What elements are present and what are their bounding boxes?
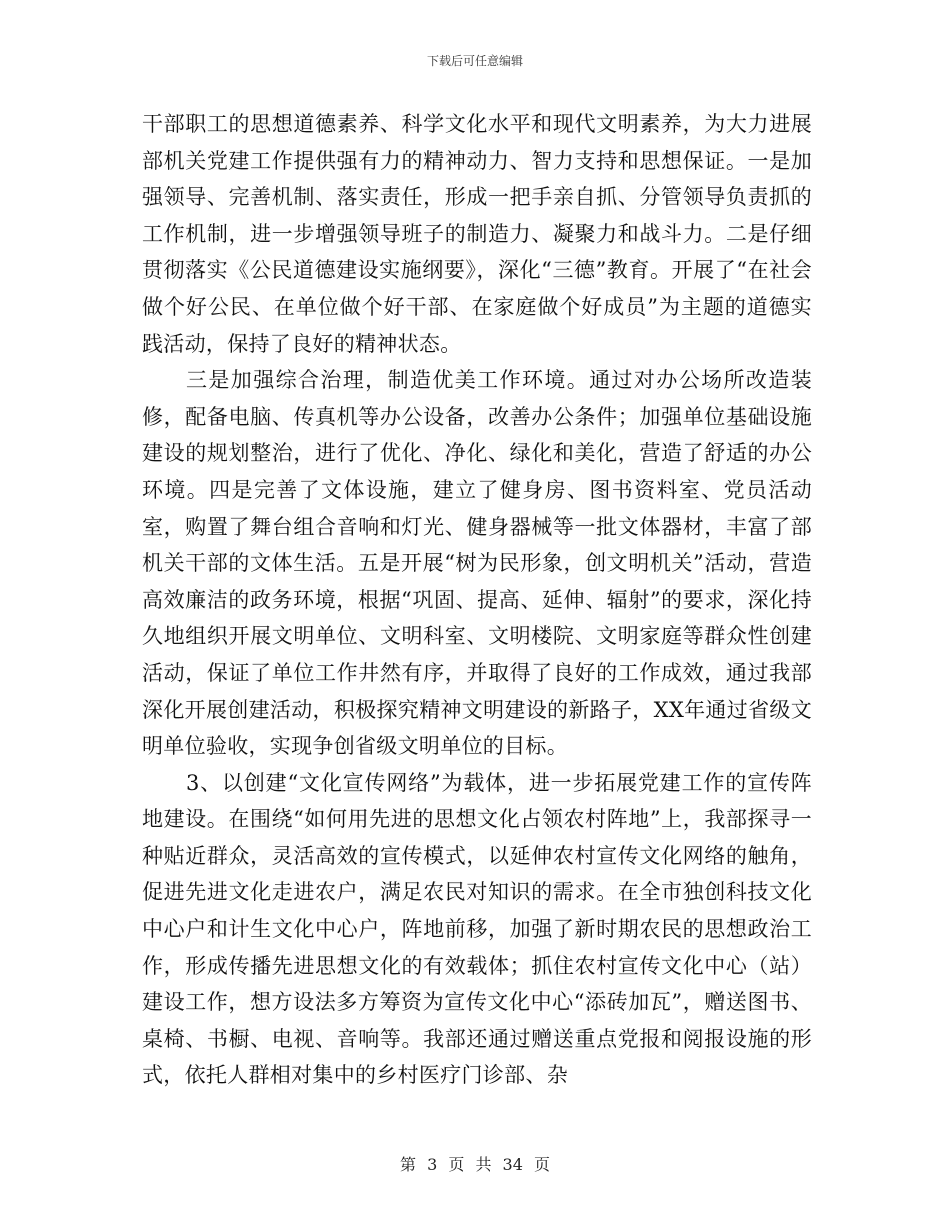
page-header: 下载后可任意编辑: [426, 54, 523, 68]
paragraph-2: 三是加强综合治理，制造优美工作环境。通过对办公场所改造装修，配备电脑、传真机等办公设备，改善办公条件；加强单位基础设施建设的规划整治，进行了优化、净化、绿化和美化，营造了舒适的办公环境。四是完善了文体设施，建立了健身房、图书资料室、党员活动室，购置了舞台组合音响和灯光、健身器械等一批文体器材，丰富了部机关干部的文体生活。五是开展“树为民形象，创文明机关”活动，营造高效廉洁的政务环境，根据“巩固、提高、延伸、辐射”的要求，深化持久地组织开展文明单位、文明科室、文明楼院、文明家庭等群众性创建活动，保证了单位工作井然有序，并取得了良好的工作成效，通过我部深化开展创建活动，积极探究精神文明建设的新路子，XX年通过省级文明单位验收，实现争创省级文明单位的目标。: [142, 368, 812, 759]
document-body: [142, 106, 812, 1094]
page-number: 第 3 页 共 34 页: [400, 1155, 550, 1174]
paragraph-1: 干部职工的思想道德素养、科学文化水平和现代文明素养，为大力进展部机关党建工作提供强有力的精神动力、智力支持和思想保证。一是加强领导、完善机制、落实责任，形成一把手亲自抓、分管领导负责抓的工作机制，进一步增强领导班子的制造力、凝聚力和战斗力。二是仔细贯彻落实《公民道德建设实施纲要》，深化“三德”教育。开展了“在社会做个好公民、在单位做个好干部、在家庭做个好成员”为主题的道德实践活动，保持了良好的精神状态。: [142, 112, 812, 356]
paragraph-3: 3、以创建“文化宣传网络”为载体，进一步拓展党建工作的宣传阵地建设。在围绕“如何用先进的思想文化占领农村阵地”上，我部探寻一种贴近群众，灵活高效的宣传模式，以延伸农村宣传文化网络的触角，促进先进文化走进农户，满足农民对知识的需求。在全市独创科技文化中心户和计生文化中心户，阵地前移，加强了新时期农民的思想政治工作，形成传播先进思想文化的有效载体；抓住农村宣传文化中心（站）建设工作，想方设法多方筹资为宣传文化中心“添砖加瓦”，赠送图书、桌椅、书橱、电视、音响等。我部还通过赠送重点党报和阅报设施的形式，依托人群相对集中的乡村医疗门诊部、杂: [142, 770, 812, 1088]
